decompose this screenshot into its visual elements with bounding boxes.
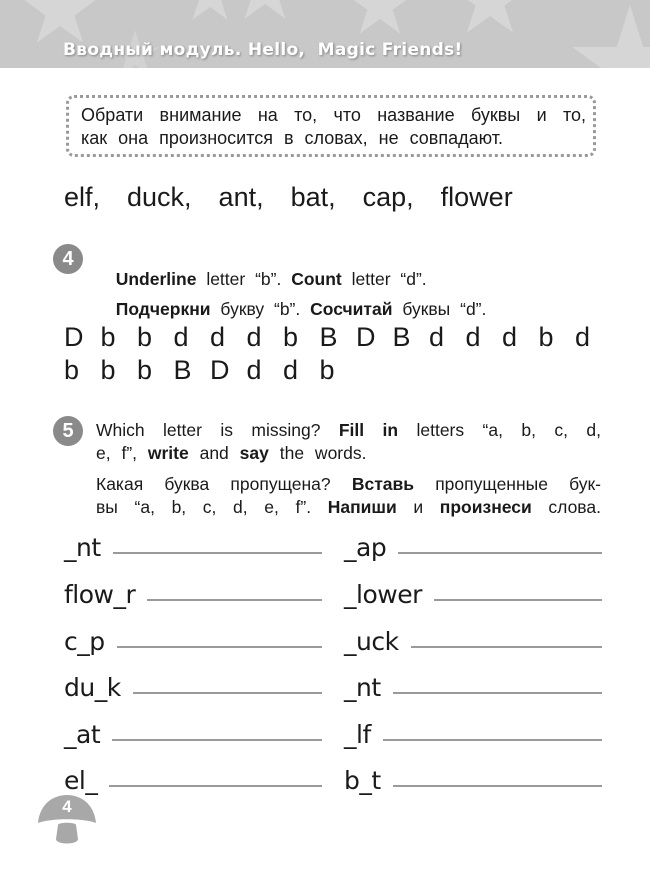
letter[interactable]: d [502,322,518,352]
incomplete-word: c_p [64,627,105,656]
star-icon [450,0,530,40]
star-icon [570,5,650,68]
write-verb: write [147,443,189,463]
instruction-text: слова. [531,497,602,517]
incomplete-word: b_t [344,766,381,795]
task-5-number-badge: 5 [53,416,83,446]
letter[interactable]: d [465,322,481,352]
letter[interactable]: d [210,322,226,352]
fill-row-right-3 [344,617,602,657]
say-verb-ru: произнеси [439,497,532,517]
instruction-text: and [188,443,240,463]
underline-verb-ru: Подчеркни [115,299,211,319]
incomplete-word: _lf [344,720,371,749]
answer-line[interactable] [434,599,602,601]
fill-row-right-6 [344,756,602,796]
answer-line[interactable] [147,599,322,601]
letter[interactable]: B [319,322,338,352]
answer-line[interactable] [393,692,602,694]
count-verb: Count [291,269,342,289]
task-4-number-badge: 4 [53,244,83,274]
incomplete-word: _at [64,720,101,749]
notice-box [66,95,596,157]
task-5-instruction-en-line-1 [96,419,601,442]
letter[interactable]: b [137,355,153,385]
letter[interactable]: b [100,355,116,385]
fill-row-left-4 [64,663,322,703]
letter[interactable]: b [538,322,554,352]
answer-line[interactable] [113,552,322,554]
fill-row-right-5 [344,710,602,750]
instruction-text: вы “a, b, c, d, e, f”. [96,497,328,517]
underline-verb: Underline [115,269,197,289]
letters-row-2 [64,355,356,386]
letter[interactable]: d [173,322,189,352]
letter[interactable]: b [100,322,116,352]
letter[interactable]: d [429,322,445,352]
letter[interactable]: D [210,355,230,385]
instruction-text: letter “d”. [341,269,427,289]
star-icon [345,0,415,40]
incomplete-word: el_ [64,766,98,795]
fill-row-right-2 [344,570,602,610]
letter[interactable]: b [64,355,80,385]
task-4-instruction-ru [96,278,486,320]
incomplete-word: _ap [344,533,387,562]
fill-row-left-3 [64,617,322,657]
incomplete-word: _nt [64,533,101,562]
notice-text [81,104,586,150]
letter[interactable]: d [246,322,262,352]
instruction-text: the words. [268,443,367,463]
incomplete-word: _lower [344,580,422,609]
fill-row-right-4 [344,663,602,703]
instruction-text: e, f”, [96,443,148,463]
answer-line[interactable] [112,739,322,741]
answer-line[interactable] [383,739,602,741]
answer-line[interactable] [109,785,322,787]
word-list: elf, duck, ant, bat, cap, flower [64,182,513,212]
count-verb-ru: Сосчитай [310,299,393,319]
instruction-text: и [396,497,440,517]
answer-line[interactable] [411,646,602,648]
say-verb: say [239,443,269,463]
incomplete-word: du_k [64,673,121,702]
star-icon [230,0,300,25]
instruction-text: букву “b”. [210,299,311,319]
letter[interactable]: d [246,355,262,385]
instruction-text: letter “b”. [196,269,292,289]
letters-row-1 [64,322,612,353]
page-number: 4 [62,797,72,816]
answer-line[interactable] [117,646,322,648]
page-header [0,0,650,68]
insert-verb-ru: Вставь [351,474,415,494]
letter[interactable]: b [137,322,153,352]
task-5-instruction-ru-line-2 [96,496,601,519]
write-verb-ru: Напиши [327,497,397,517]
fill-row-right-1 [344,523,602,563]
task-5-instruction-en-line-2 [96,442,601,465]
letter[interactable]: D [64,322,84,352]
letter[interactable]: b [283,322,299,352]
instruction-text: Какая буква пропущена? [96,474,352,494]
instruction-text: Which letter is missing? [96,420,339,440]
fill-in-verb: Fill in [338,420,399,440]
module-title: Вводный модуль. Hello, Magic Friends! [63,40,463,60]
instruction-text: letters “a, b, c, d, [398,420,601,440]
page-number-badge [36,793,98,845]
letter[interactable]: D [356,322,376,352]
fill-row-left-5 [64,710,322,750]
incomplete-word: flow_r [64,580,136,609]
letter[interactable]: b [319,355,335,385]
letter[interactable]: d [575,322,591,352]
letter[interactable]: B [173,355,192,385]
incomplete-word: _uck [344,627,399,656]
instruction-text: пропущенные бук- [414,474,602,494]
letter[interactable]: d [283,355,299,385]
task-5-instruction-ru-line-1 [96,473,601,496]
fill-row-left-1 [64,523,322,563]
letter[interactable]: B [392,322,411,352]
answer-line[interactable] [393,785,602,787]
notice-line-2: как она произносится в словах, не совпадают. [81,128,503,148]
incomplete-word: _nt [344,673,381,702]
answer-line[interactable] [398,552,602,554]
fill-row-left-2 [64,570,322,610]
fill-row-left-6 [64,756,322,796]
answer-line[interactable] [133,692,322,694]
instruction-text: буквы “d”. [392,299,487,319]
notice-line-1: Обрати внимание на то, что название буквы и то, [81,105,586,125]
